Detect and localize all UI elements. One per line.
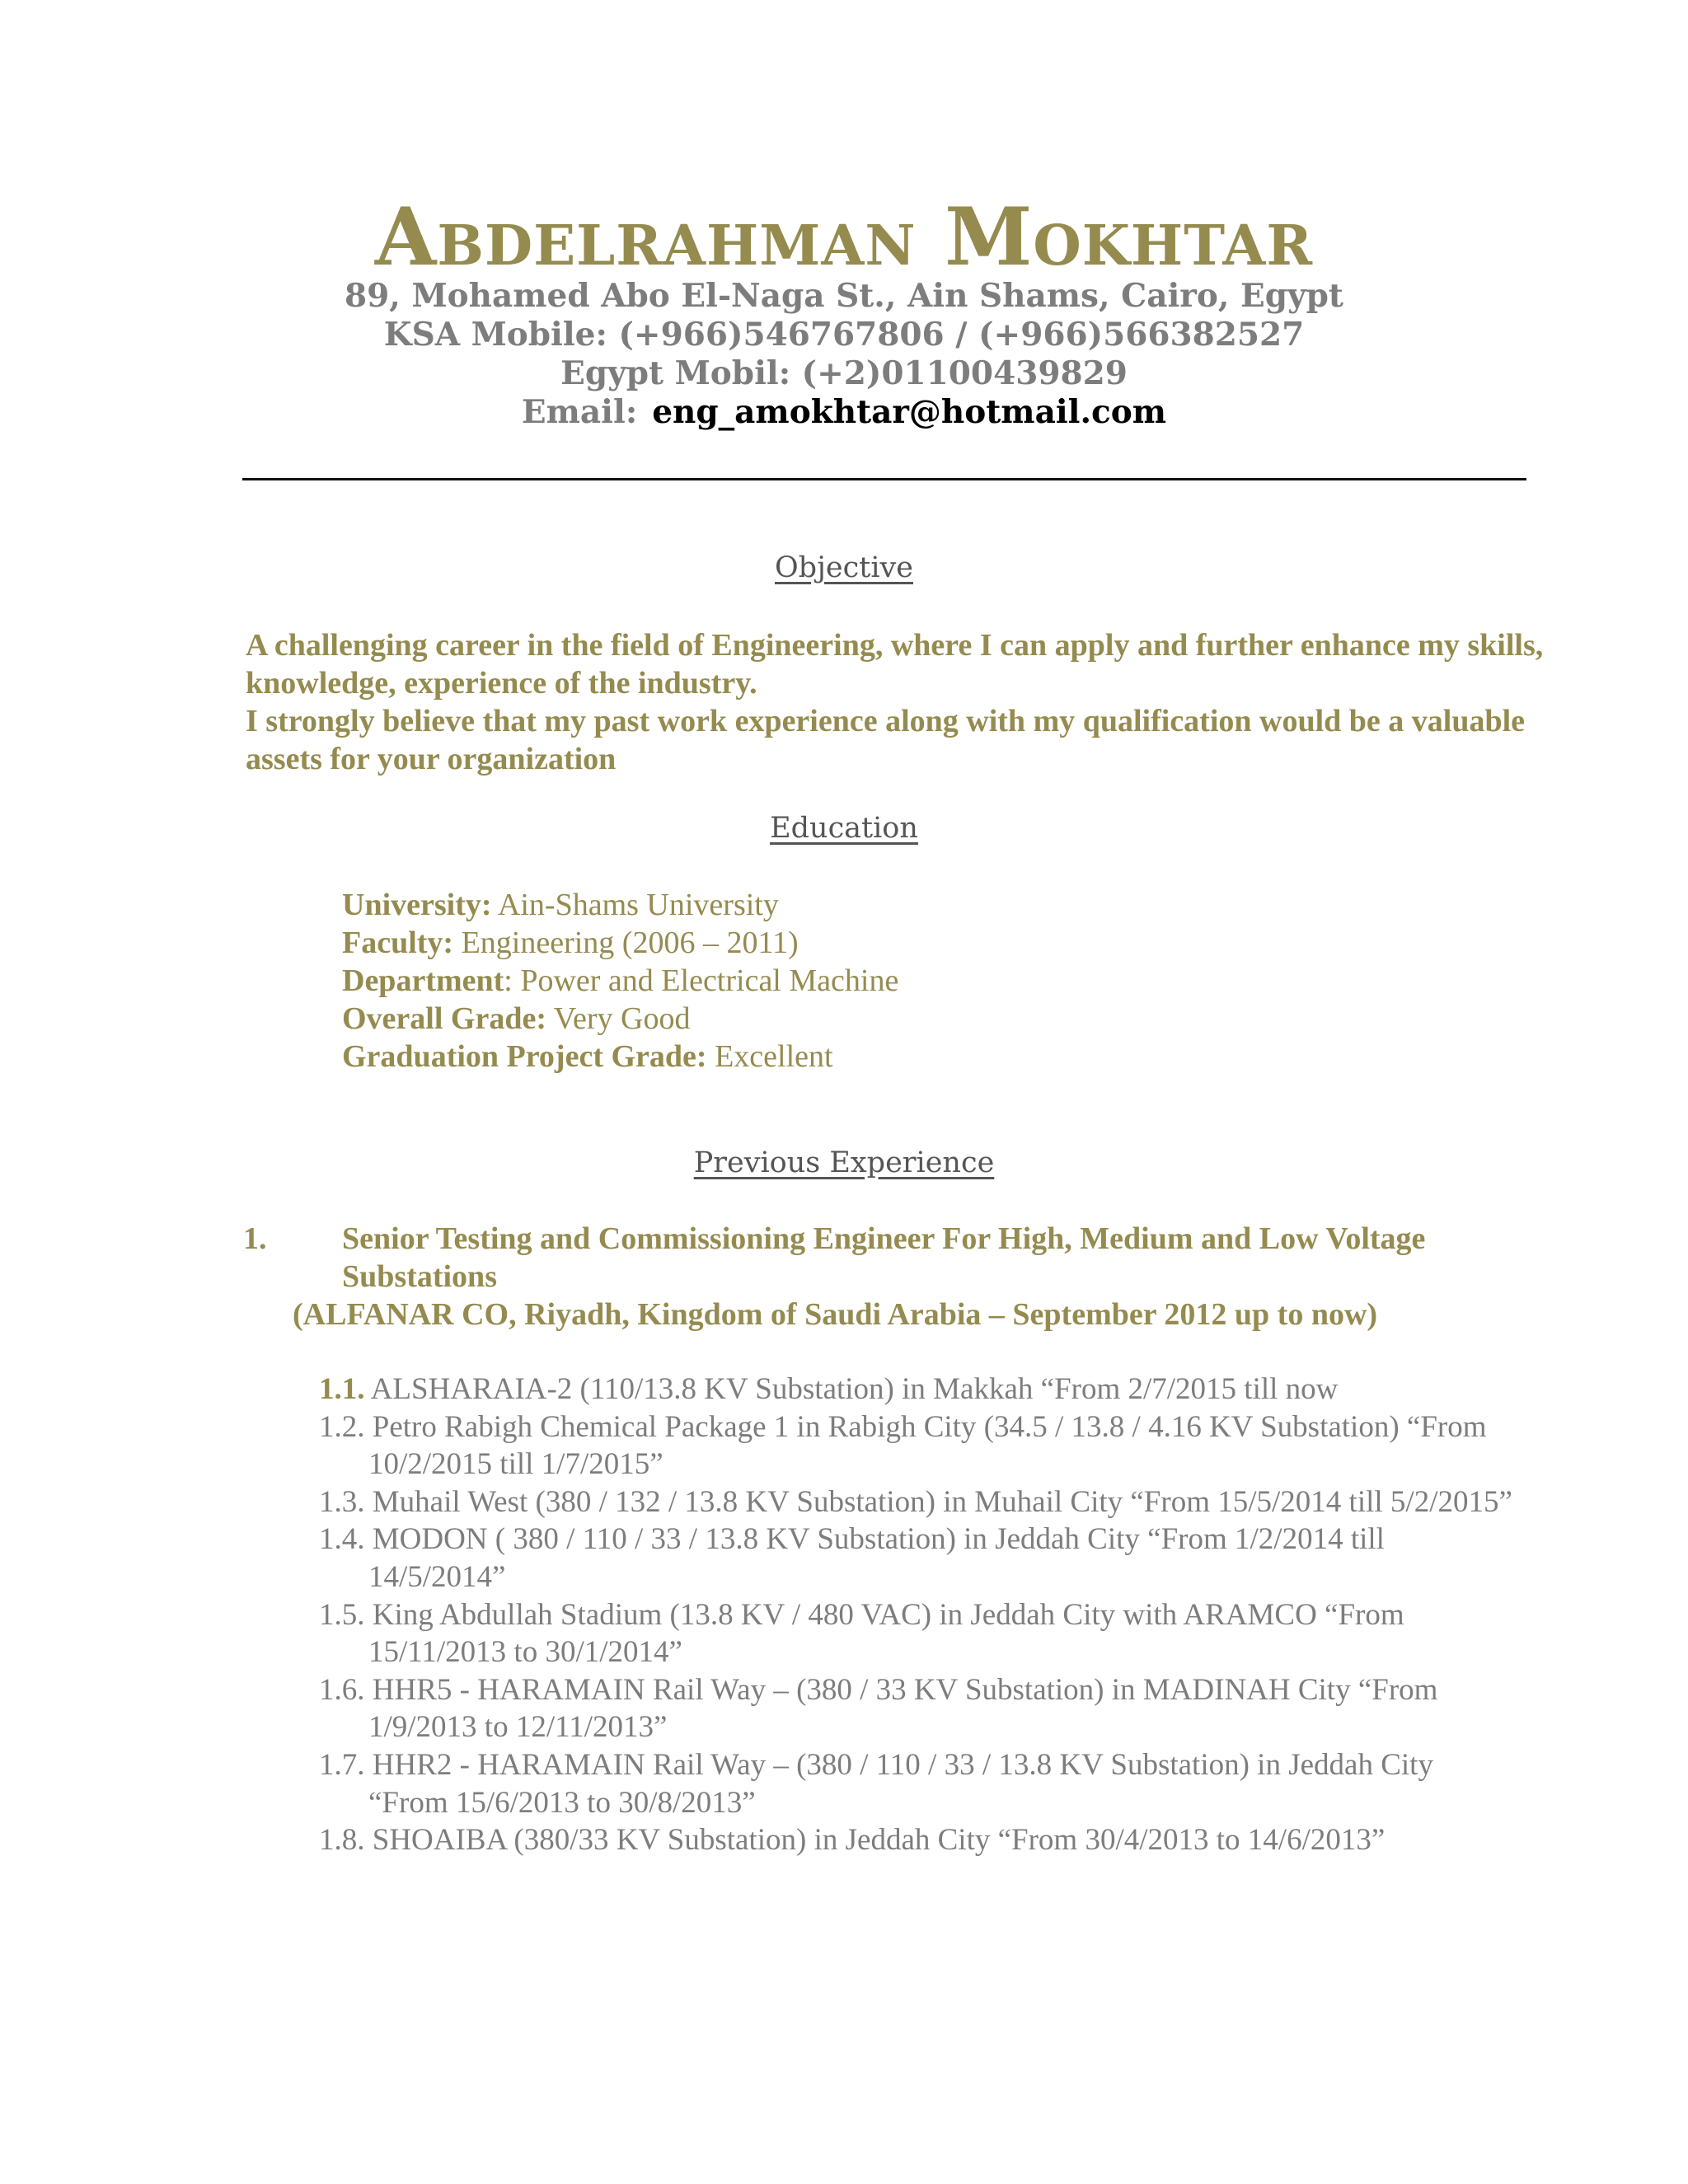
job-company: (ALFANAR CO, Riyadh, Kingdom of Saudi Arabia – September 2012 up to now) [293, 1297, 1378, 1332]
list-item: 1.8. SHOAIBA (380/33 KV Substation) in Jeddah City “From 30/4/2013 to 14/6/2013” [319, 1823, 1386, 1858]
ksa-mobile: KSA Mobile: (+966)546767806 / (+966)566382527 [383, 316, 1305, 354]
address: 89, Mohamed Abo El-Naga St., Ain Shams, Cairo, Egypt [345, 277, 1343, 315]
objective-line-1: A challenging career in the field of Engineering, where I can apply and further enhance my skills, knowledge, experience of the industry. [246, 628, 1544, 701]
header-divider [242, 478, 1526, 480]
list-item: 1.6. HHR5 - HARAMAIN Rail Way – (380 / 33 KV Substation) in MADINAH City “From 1/9/2013 to 12/11/2013” [319, 1672, 1438, 1745]
email-label: Email: [521, 393, 638, 431]
list-item: 1.7. HHR2 - HARAMAIN Rail Way – (380 / 110 / 33 / 13.8 KV Substation) in Jeddah City “From 15/6/2013 to 30/8/2013” [319, 1747, 1433, 1820]
education-row-faculty: Faculty: Engineering (2006 – 2011) [342, 926, 799, 960]
contact-block [0, 277, 1688, 432]
education-list [342, 886, 898, 1076]
education-row-project-grade: Graduation Project Grade: Excellent [342, 1039, 833, 1074]
experience-heading: Previous Experience [693, 1146, 995, 1179]
objective-text [246, 626, 1548, 778]
list-item: 1.2. Petro Rabigh Chemical Package 1 in Rabigh City (34.5 / 13.8 / 4.16 KV Substation) “From 10/2/2015 till 1/7/2015” [319, 1409, 1487, 1482]
objective-heading: Objective [774, 551, 913, 584]
list-item: 1.1. ALSHARAIA-2 (110/13.8 KV Substation) in Makkah “From 2/7/2015 till now [319, 1372, 1339, 1406]
list-item: 1.3. Muhail West (380 / 132 / 13.8 KV Substation) in Muhail City “From 15/5/2014 till 5/2/2015” [319, 1484, 1512, 1519]
candidate-name: Abdelrahman Mokhtar [374, 190, 1314, 284]
email-link[interactable]: eng_amokhtar@hotmail.com [652, 393, 1167, 431]
education-row-grade: Overall Grade: Very Good [342, 1001, 691, 1036]
email-line [0, 393, 1688, 432]
education-row-university: University: Ain-Shams University [342, 888, 779, 922]
egypt-mobile: Egypt Mobil: (+2)01100439829 [560, 354, 1128, 392]
list-item: 1.4. MODON ( 380 / 110 / 33 / 13.8 KV Substation) in Jeddah City “From 1/2/2014 till 14/5/2014” [319, 1522, 1385, 1594]
project-list [319, 1371, 1514, 1859]
job-header [243, 1220, 1562, 1333]
objective-line-2: I strongly believe that my past work experience along with my qualification would be a valuable assets for your organization [246, 704, 1526, 776]
education-row-department: Department: Power and Electrical Machine [342, 963, 899, 998]
education-heading: Education [770, 812, 918, 845]
list-item: 1.5. King Abdullah Stadium (13.8 KV / 480 VAC) in Jeddah City with ARAMCO “From 15/11/2013 to 30/1/2014” [319, 1597, 1404, 1670]
job-title: 1. Senior Testing and Commissioning Engineer For High, Medium and Low Voltage Substations [243, 1221, 1426, 1294]
